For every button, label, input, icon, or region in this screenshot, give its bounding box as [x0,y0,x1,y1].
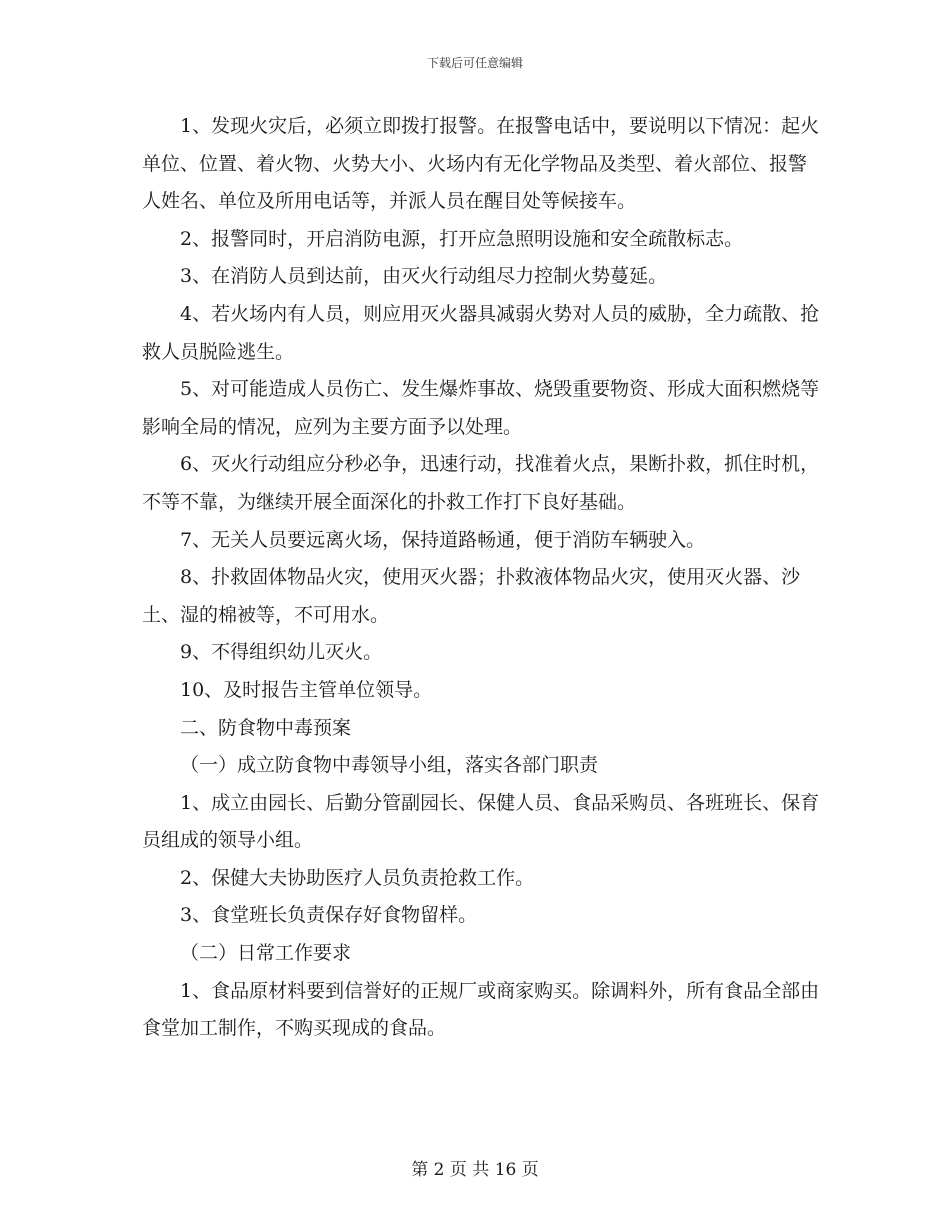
paragraph: 7、无关人员要远离火场，保持道路畅通，便于消防车辆驶入。 [180,528,706,551]
paragraph: 2、报警同时，开启消防电源，打开应急照明设施和安全疏散标志。 [180,227,744,250]
section-heading: 二、防食物中毒预案 [180,716,352,739]
paragraph: 8、扑救固体物品火灾，使用灭火器；扑救液体物品火灾，使用灭火器、沙土、湿的棉被等，不可用水。 [142,566,801,626]
paragraph: 3、食堂班长负责保存好食物留样。 [180,904,478,927]
page-number: 第 2 页 共 16 页 [411,1160,539,1180]
paragraph: 1、成立由园长、后勤分管副园长、保健人员、食品采购员、各班班长、保育员组成的领导小组。 [142,791,820,852]
paragraph: 5、对可能造成人员伤亡、发生爆炸事故、烧毁重要物资、形成大面积燃烧等影响全局的情况，应列为主要方面予以处理。 [142,378,820,438]
document-body [142,108,822,1048]
subsection-heading: （二）日常工作要求 [180,942,352,965]
subsection-heading: （一）成立防食物中毒领导小组，落实各部门职责 [180,754,599,777]
paragraph: 1、食品原材料要到信誉好的正规厂或商家购买。除调料外，所有食品全部由食堂加工制作，不购买现成的食品。 [142,979,820,1040]
paragraph: 3、在消防人员到达前，由灭火行动组尽力控制火势蔓延。 [180,265,668,288]
paragraph: 10、及时报告主管单位领导。 [180,678,433,701]
paragraph: 2、保健大夫协助医疗人员负责抢救工作。 [180,866,535,889]
paragraph: 4、若火场内有人员，则应用灭火器具减弱火势对人员的威胁，全力疏散、抢救人员脱险逃生。 [142,302,820,363]
page-header: 下载后可任意编辑 [426,56,523,70]
paragraph: 9、不得组织幼儿灭火。 [180,641,383,664]
paragraph: 1、发现火灾后，必须立即拨打报警。在报警电话中，要说明以下情况：起火单位、位置、着火物、火势大小、火场内有无化学物品及类型、着火部位、报警人姓名、单位及所用电话等，并派人员在醒目处等候接车。 [142,115,820,213]
paragraph: 6、灭火行动组应分秒必争，迅速行动，找准着火点，果断扑救，抓住时机，不等不靠，为继续开展全面深化的扑救工作打下良好基础。 [142,453,820,513]
